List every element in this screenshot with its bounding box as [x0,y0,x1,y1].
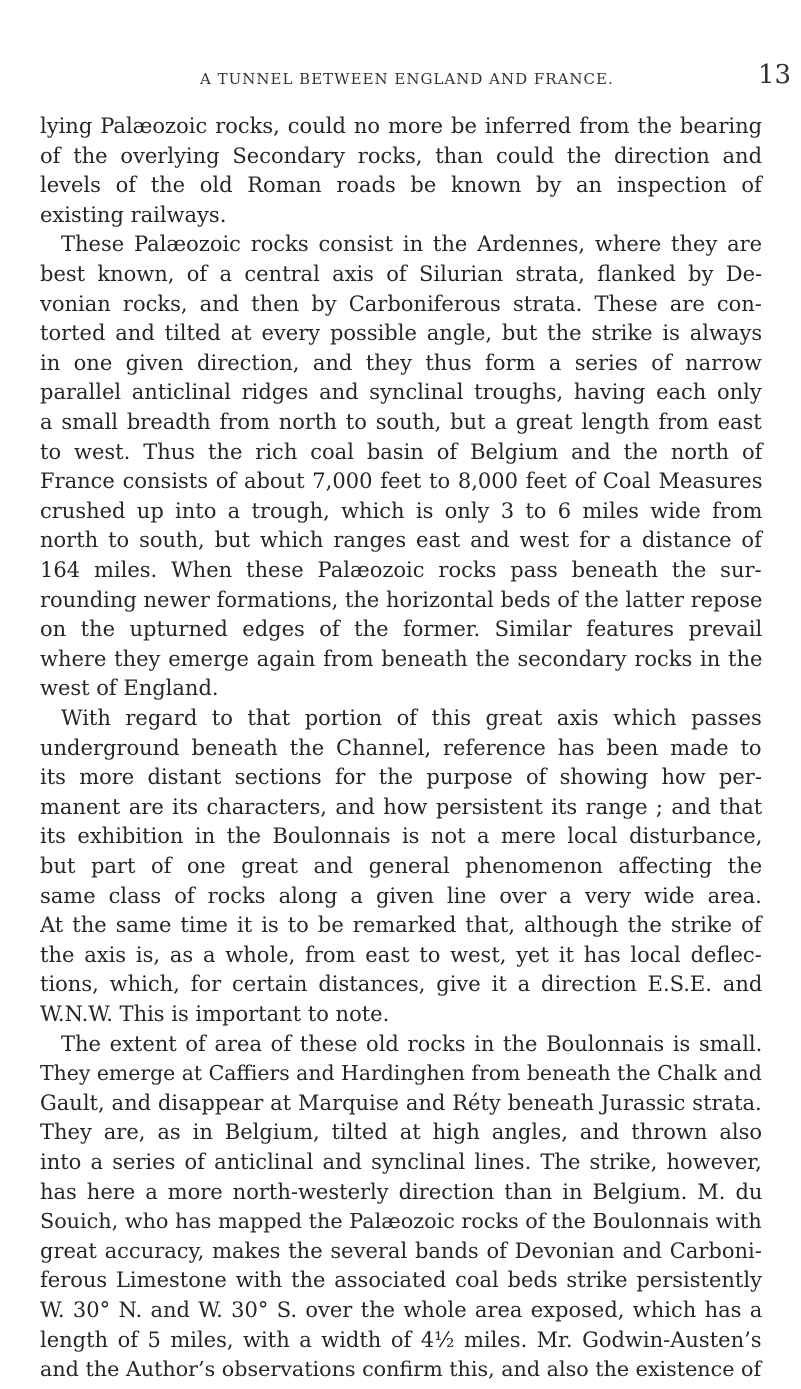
text-line: existing railways. [40,202,227,227]
text-line: tions, which, for certain distances, give it a direction E.S.E. and [40,972,763,997]
page-number: 13 [758,60,792,90]
text-line: great accuracy, makes the several bands of Devonian and Carboni- [40,1238,762,1263]
text-line: rounding newer formations, the horizontal beds of the latter repose [40,587,763,612]
text-line: has here a more north-westerly direction than in Belgium. M. du [40,1179,763,1204]
text-line: best known, of a central axis of Silurian strata, flanked by De- [40,262,763,286]
text-line: These Palæozoic rocks consist in the Ardennes, where they are [61,232,763,257]
text-line: vonian rocks, and then by Carboniferous strata. These are con- [40,291,762,316]
text-line: torted and tilted at every possible angle, but the strike is always [40,321,763,346]
text-line: but part of one great and general phenomenon affecting the [40,854,763,878]
text-line: W.N.W. This is important to note. [40,1002,390,1026]
text-line: of the overlying Secondary rocks, than could the direction and [40,143,763,168]
text-line: They are, as in Belgium, tilted at high angles, and thrown also [40,1120,762,1145]
text-line: in one given direction, and they thus form a series of narrow [40,350,762,375]
text-line: into a series of anticlinal and synclinal lines. The strike, however, [40,1150,762,1174]
text-line: lying Palæozoic rocks, could no more be inferred from the bearing [40,114,763,138]
text-line: With regard to that portion of this great axis which passes [61,706,762,730]
text-line: France consists of about 7,000 feet to 8,000 feet of Coal Measures [40,469,763,494]
text-line: The extent of area of these old rocks in the Boulonnais is small. [61,1031,763,1056]
text-line: its more distant sections for the purpose of showing how per- [40,765,762,790]
text-line: where they emerge again from beneath the secondary rocks in the [40,646,763,671]
text-line: They emerge at Caffiers and Hardinghen from beneath the Chalk and [40,1061,762,1086]
text-line: a small breadth from north to south, but a great length from east [40,410,762,434]
text-line: the axis is, as a whole, from east to west, yet it has local deflec- [40,942,762,967]
text-line: to west. Thus the rich coal basin of Belgium and the north of [40,439,763,464]
text-line: manent are its characters, and how persistent its range ; and that [40,794,763,819]
text-line: crushed up into a trough, which is only 3 to 6 miles wide from [40,498,763,523]
text-line: and the Author’s observations confirm this, and also the existence of [40,1357,762,1382]
text-line: Souich, who has mapped the Palæozoic rocks of the Boulonnais with [40,1209,762,1234]
text-line: its exhibition in the Boulonnais is not a mere local disturbance, [40,824,763,849]
text-line: on the upturned edges of the former. Similar features prevail [40,617,763,642]
text-line: underground beneath the Channel, reference has been made to [40,735,762,760]
text-line: levels of the old Roman roads be known by an inspection of [40,173,762,198]
text-line: parallel anticlinal ridges and synclinal troughs, having each only [40,380,762,405]
running-title: A TUNNEL BETWEEN ENGLAND AND FRANCE. [200,70,614,88]
text-line: At the same time it is to be remarked that, although the strike of [40,913,762,938]
text-line: west of England. [40,676,219,701]
text-line: Gault, and disappear at Marquise and Réty beneath Jurassic strata. [40,1090,762,1115]
text-line: length of 5 miles, with a width of 4½ miles. Mr. Godwin-Austen’s [40,1327,762,1352]
text-line: W. 30° N. and W. 30° S. over the whole area exposed, which has a [40,1298,763,1322]
text-line: same class of rocks along a given line over a very wide area. [40,883,762,908]
text-line: north to south, but which ranges east and west for a distance of [40,528,762,553]
text-line: ferous Limestone with the associated coal beds strike persistently [40,1268,762,1293]
text-line: 164 miles. When these Palæozoic rocks pass beneath the sur- [40,558,762,582]
